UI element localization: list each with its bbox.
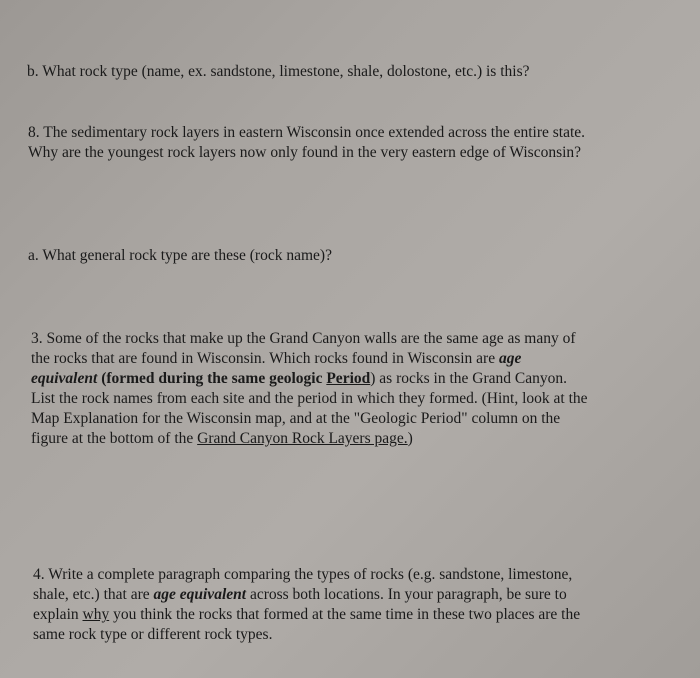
question-4-line-2-end: across both locations. In your paragraph, be sure to (246, 586, 567, 603)
question-a-text: a. What general rock type are these (rock name)? (28, 247, 332, 264)
question-b-text: b. What rock type (name, ex. sandstone, limestone, shale, dolostone, etc.) is this? (27, 63, 530, 80)
question-8-line-1: 8. The sedimentary rock layers in eastern Wisconsin once extended across the entire state. (28, 124, 586, 141)
grand-canyon-rock-layers-link[interactable]: Grand Canyon Rock Layers page. (197, 430, 408, 447)
question-4-line-3 (33, 605, 673, 625)
question-4-line-2-text: shale, etc.) that are (33, 586, 154, 603)
question-3-line-2-text: the rocks that are found in Wisconsin. Which rocks found in Wisconsin are (31, 350, 499, 367)
question-a (28, 246, 688, 266)
question-4-line-3-end: you think the rocks that formed at the same time in these two places are the (109, 606, 581, 623)
question-3-line-6-text: figure at the bottom of the (31, 430, 198, 447)
question-3-line-5: Map Explanation for the Wisconsin map, and at the "Geologic Period" column on the (31, 410, 561, 427)
question-3-line-6-end: ) (407, 430, 413, 447)
period-link[interactable]: Period (326, 370, 371, 387)
question-4-line-3-text: explain (33, 606, 83, 623)
age-emphasis: age (498, 350, 522, 367)
age-equivalent-emphasis: age equivalent (153, 586, 247, 603)
question-3-line-2 (31, 349, 671, 369)
question-4-line-4: same rock type or different rock types. (33, 626, 273, 643)
question-4-line-1: 4. Write a complete paragraph comparing the types of rocks (e.g. sandstone, limestone, (33, 566, 573, 583)
formed-during-text: (formed during the same geologic (97, 370, 327, 387)
question-8 (28, 123, 688, 163)
question-b (27, 62, 687, 82)
question-8-line-2: Why are the youngest rock layers now only found in the very eastern edge of Wisconsin? (28, 144, 582, 161)
question-3-line-6 (31, 429, 671, 449)
question-3-line-3 (31, 369, 671, 389)
question-4 (33, 565, 673, 645)
question-3 (31, 329, 671, 449)
why-emphasis: why (82, 606, 110, 623)
question-3-line-1: 3. Some of the rocks that make up the Grand Canyon walls are the same age as many of (31, 330, 576, 347)
question-3-line-3-end: ) as rocks in the Grand Canyon. (370, 370, 567, 387)
question-3-line-4: List the rock names from each site and the period in which they formed. (Hint, look at the (31, 390, 588, 407)
equivalent-emphasis: equivalent (31, 370, 98, 387)
question-4-line-2 (33, 585, 673, 605)
